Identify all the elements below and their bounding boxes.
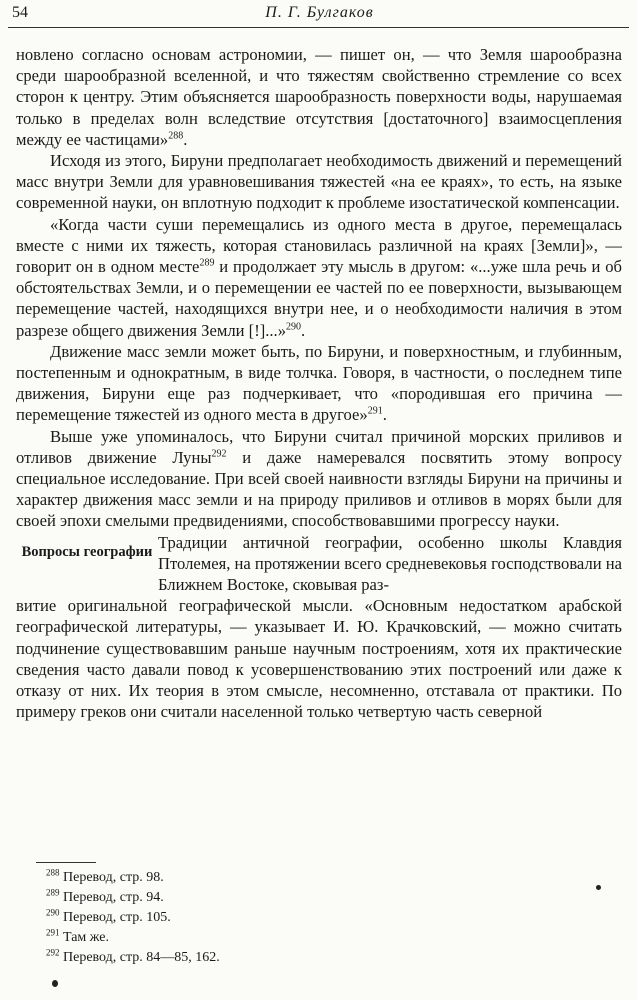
- footnote-marker[interactable]: 290: [286, 321, 301, 333]
- paragraphs: [16, 44, 622, 532]
- footnote-number: 291: [46, 927, 60, 938]
- footnote-number: 292: [46, 947, 60, 958]
- paragraph-text: новлено согласно основам астрономии, — пишет он, — что Земля шарообразна среди шарообразной вселенной, и что тяжестям свойственно стремление со всех сторон к центру. Этим объясняется шарообразность поверхности воды, нарушаемая только в пределах волн вследствие отсутствия [достаточного] взаимосцепления между ее частицами»: [16, 45, 622, 149]
- paragraph: [16, 214, 622, 341]
- paragraph: [16, 426, 622, 532]
- paragraph: [16, 150, 622, 214]
- paragraph-text: Движение масс земли может быть, по Бируни, и поверхностным, и глубинным, постепенным и однократным, в виде толчка. Говоря, в частности, о последнем типе движения, Бируни еще раз подчеркивает, что «породившая его причина — перемещение тяжестей из одного места в другое»: [16, 341, 622, 425]
- footnote: [46, 888, 446, 908]
- footnote-number: 288: [46, 867, 60, 878]
- body-text: [16, 44, 622, 723]
- paragraph-text: и даже намеревался посвятить этому вопросу специальное исследование. При всей своей наивности взгляды Бируни на причины и характер движения масс земли и на природу приливов и отливов в морях были для своей эпохи смелыми предвидениями, способствовавшими прогрессу науки.: [16, 447, 622, 531]
- page-number: 54: [12, 4, 28, 21]
- paragraph-text: .: [183, 129, 188, 149]
- footnote-marker[interactable]: 288: [168, 130, 184, 142]
- footnote-number: 289: [46, 887, 60, 898]
- paragraph-text: Исходя из этого, Бируни предполагает необходимость движений и перемещений масс внутри Земли для уравновешивания тяжестей «на ее краях», то есть, на языке современной науки, он вплотную подходит к проблеме изостатической компенсации.: [16, 151, 622, 213]
- footnote: [46, 928, 446, 948]
- footnote-text: Перевод, стр. 84—85, 162.: [59, 950, 220, 965]
- footnote-marker[interactable]: 289: [199, 257, 215, 269]
- footnote-text: Перевод, стр. 105.: [59, 910, 171, 925]
- footnote: [46, 868, 446, 888]
- section-geography: [16, 532, 622, 596]
- footnote-marker[interactable]: 291: [367, 405, 383, 417]
- footnote: [46, 948, 446, 968]
- section-first-lines: Традиции античной географии, особенно школы Клавдия Птолемея, на протяжении всего средневековья господствовали на Ближнем Востоке, сковывая раз-: [158, 532, 622, 595]
- paragraph-text: и продолжает эту мысль в другом: «...уже шла речь и об обстоятельствах Земли, и о перемещении ее частей по ее поверхности, вызывающем перемещение частей, находящихся внутри нее, и о необходимости наличия в этом разрезе общего движения Земли [!]...»: [16, 257, 622, 340]
- section-continuation: витие оригинальной географической мысли. «Основным недостатком арабской географической литературы, — указывает И. Ю. Крачковский, — можно считать подчинение существовавшим раньше научным построениям, хотя их практические сведения часто давали повод к усовершенствованию этих построений или даже к отказу от них. Их теория в этом смысле, несомненно, отставала от практики. По примеру греков они считали населенной только четвертую часть северной: [16, 596, 622, 722]
- paragraph-text: «Когда части суши перемещались из одного места в другое, перемещалась вместе с ними их тяжесть, которая становилась различной на краях [Земли]», — говорит он в одном месте: [16, 214, 622, 277]
- marginal-heading: Вопросы географии: [21, 543, 153, 560]
- paragraph: [16, 44, 622, 150]
- footnote-text: Перевод, стр. 98.: [59, 870, 164, 885]
- footnote-rule: [36, 862, 96, 863]
- page-header: [8, 4, 631, 28]
- footnote-number: 290: [46, 907, 60, 918]
- footnote-text: Там же.: [59, 930, 109, 945]
- print-speck: [596, 885, 601, 890]
- running-title: П. Г. Булгаков: [265, 4, 374, 21]
- footnotes: [46, 868, 446, 968]
- print-speck: [52, 980, 58, 987]
- header-rule: [8, 27, 629, 28]
- paragraph-text: .: [301, 320, 306, 340]
- paragraph: [16, 341, 622, 426]
- footnote-text: Перевод, стр. 94.: [59, 890, 164, 905]
- footnote: [46, 908, 446, 928]
- paragraph-text: .: [382, 405, 387, 425]
- paragraph-text: Выше уже упоминалось, что Бируни считал причиной морских приливов и отливов движение Луны: [16, 426, 622, 467]
- footnote-marker[interactable]: 292: [211, 448, 227, 460]
